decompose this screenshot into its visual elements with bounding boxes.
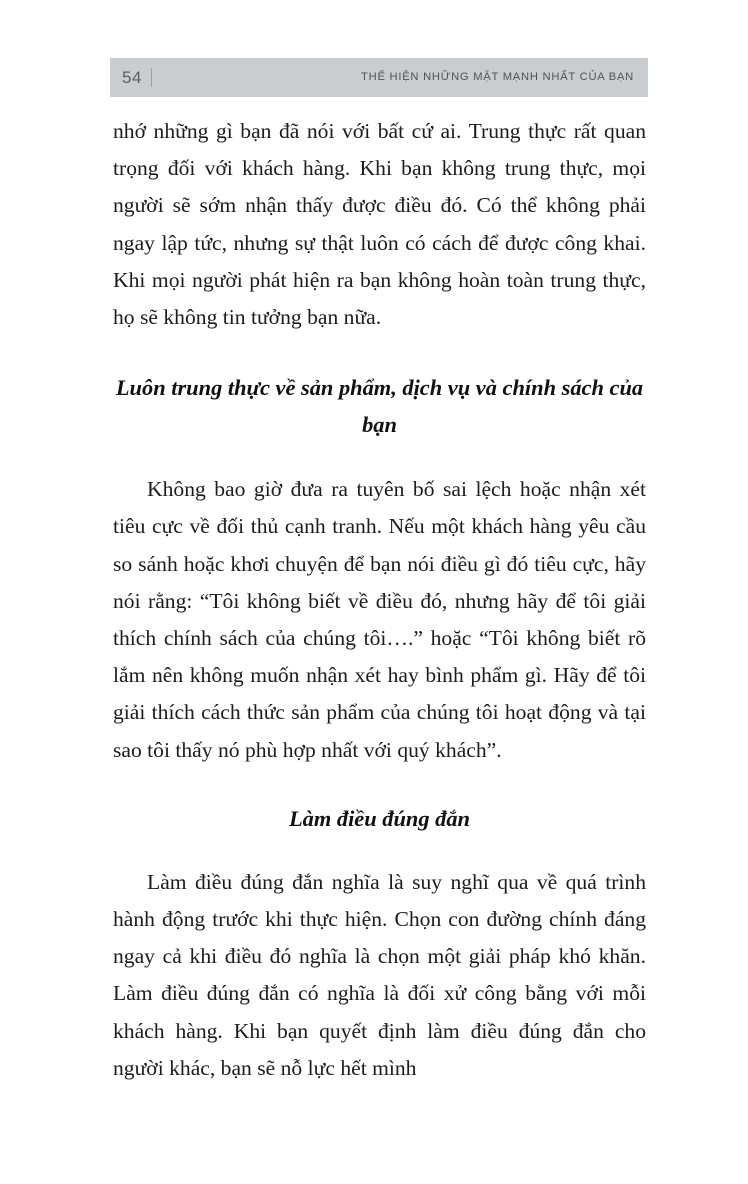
spacer	[113, 769, 646, 800]
folio-divider-rule	[151, 68, 152, 87]
page-number: 54	[122, 68, 143, 87]
section-heading-do-right: Làm điều đúng đắn	[288, 805, 471, 831]
spacer	[113, 837, 646, 864]
paragraph-honesty-body: Không bao giờ đưa ra tuyên bố sai lệch hoặc nhận xét tiêu cực về đối thủ cạnh tranh. Nếu một khách hàng yêu cầu so sánh hoặc khơi chuyện để bạn nói điều gì đó tiêu cực, hãy nói rằng: “Tôi không biết về điều đó, nhưng hãy để tôi giải thích chính sách của chúng tôi….” hoặc “Tôi không biết rõ lắm nên không muốn nhận xét hay bình phẩm gì. Hãy để tôi giải thích cách thức sản phẩm của chúng tôi hoạt động và tại sao tôi thấy nó phù hợp nhất với quý khách”.	[113, 477, 646, 762]
section-heading-honesty: Luôn trung thực về sản phẩm, dịch vụ và chính sách của bạn	[115, 375, 644, 438]
paragraph-do-right-body: Làm điều đúng đắn nghĩa là suy nghĩ qua về quá trình hành động trước khi thực hiện. Chọn con đường chính đáng ngay cả khi điều đó nghĩa là chọn một giải pháp khó khăn. Làm điều đúng đắn có nghĩa là đối xử công bằng với mỗi khách hàng. Khi bạn quyết định làm điều đúng đắn cho người khác, bạn sẽ nỗ lực hết mình	[113, 869, 646, 1080]
text-column	[113, 113, 646, 1087]
folio-group	[122, 68, 152, 87]
running-header-band	[110, 58, 648, 97]
paragraph-continued: nhớ những gì bạn đã nói với bất cứ ai. Trung thực rất quan trọng đối với khách hàng. Khi bạn không trung thực, mọi người sẽ sớm nhận thấy được điều đó. Có thể không phải ngay lập tức, nhưng sự thật luôn có cách để được công khai. Khi mọi người phát hiện ra bạn không hoàn toàn trung thực, họ sẽ không tin tưởng bạn nữa.	[113, 119, 646, 330]
spacer	[113, 336, 646, 369]
running-head-title: THỂ HIỆN NHỮNG MẶT MẠNH NHẤT CỦA BẠN	[361, 70, 634, 83]
spacer	[113, 443, 646, 471]
